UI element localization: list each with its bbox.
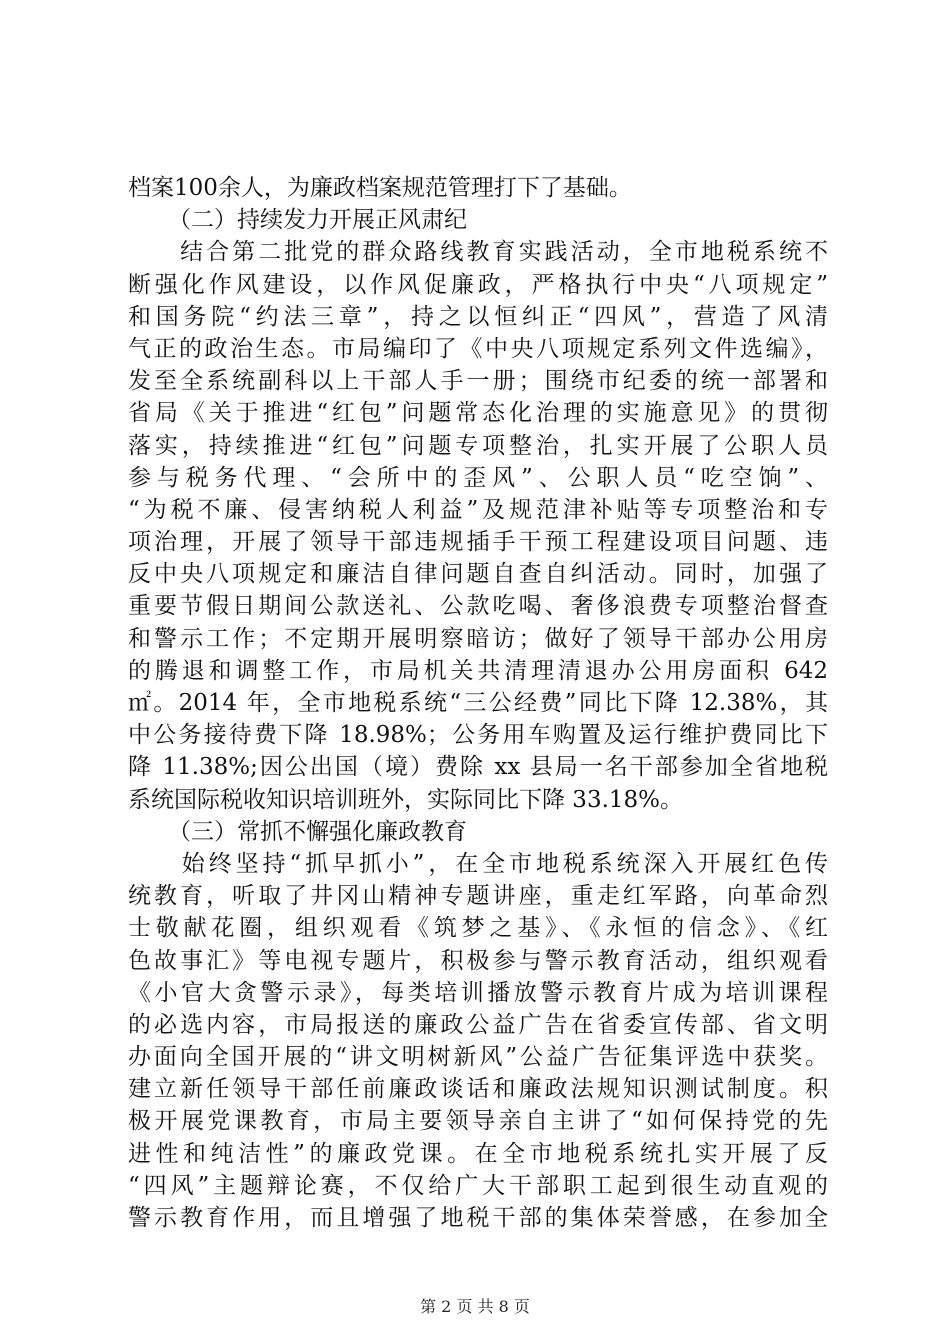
text-line: 建立新任领导干部任前廉政谈话和廉政法规知识测试制度。积 [128, 1076, 828, 1103]
text-line: 发至全系统副科以上干部人手一册；围绕市纪委的统一部署和 [128, 368, 828, 395]
text-line: 和国务院“约法三章”，持之以恒纠正“四风”，营造了风清 [128, 303, 828, 330]
text-line: 气正的政治生态。市局编印了《中央八项规定系列文件选编》， [128, 335, 828, 362]
text-line: 办面向全国开展的“讲文明树新风”公益广告征集评选中获奖。 [128, 1044, 828, 1071]
text-line: “四风”主题辩论赛，不仅给广大干部职工起到很生动直观的 [128, 1172, 828, 1199]
section-heading: （三）常抓不懈强化廉政教育 [168, 818, 467, 845]
text-line: 的必选内容，市局报送的廉政公益广告在省委宣传部、省文明 [128, 1011, 828, 1038]
text-line: 统教育，听取了井冈山精神专题讲座，重走红军路，向革命烈 [128, 883, 828, 910]
text-line: 士敬献花圈，组织观看《筑梦之基》、《永恒的信念》、《红 [128, 915, 828, 942]
text-line: 反中央八项规定和廉洁自律问题自查自纠活动。同时，加强了 [128, 561, 828, 588]
text-line: 参与税务代理、“会所中的歪风”、公职人员“吃空饷”、 [128, 464, 828, 491]
text-line: 始终坚持“抓早抓小”，在全市地税系统深入开展红色传 [128, 850, 828, 877]
text-line: 省局《关于推进“红包”问题常态化治理的实施意见》的贯彻 [128, 400, 828, 427]
text-line: 档案100余人，为廉政档案规范管理打下了基础。 [128, 175, 632, 201]
section-heading: （二）持续发力开展正风肃纪 [168, 207, 467, 234]
text-line: 极开展党课教育，市局主要领导亲自主讲了“如何保持党的先 [128, 1108, 828, 1135]
text-line: 降 11.38%;因公出国（境）费除 xx 县局一名干部参加全省地税 [128, 754, 828, 781]
text-line: 中公务接待费下降 18.98%；公务用车购置及运行维护费同比下 [128, 722, 828, 749]
text-line: 色故事汇》等电视专题片，积极参与警示教育活动，组织观看 [128, 947, 828, 974]
text-line: 《小官大贪警示录》，每类培训播放警示教育片成为培训课程 [128, 979, 828, 1006]
text-line: 的腾退和调整工作，市局机关共清理清退办公用房面积 642 [128, 657, 828, 684]
text-line: 和警示工作；不定期开展明察暗访；做好了领导干部办公用房 [128, 625, 828, 652]
text-line: 结合第二批党的群众路线教育实践活动，全市地税系统不 [128, 239, 828, 266]
page-footer: 第 2 页 共 8 页 [420, 1297, 530, 1316]
text-line: 警示教育作用，而且增强了地税干部的集体荣誉感，在参加全 [128, 1205, 828, 1231]
text-line: 项治理，开展了领导干部违规插手干预工程建设项目问题、违 [128, 529, 828, 556]
document-body [128, 172, 828, 1234]
text-line: 落实，持续推进“红包”问题专项整治，扎实开展了公职人员 [128, 432, 828, 459]
text-line: 重要节假日期间公款送礼、公款吃喝、奢侈浪费专项整治督查 [128, 593, 828, 620]
text-line: “为税不廉、侵害纳税人利益”及规范津补贴等专项整治和专 [128, 496, 828, 523]
text-line: 进性和纯洁性”的廉政党课。在全市地税系统扎实开展了反 [128, 1140, 828, 1167]
text-line: 断强化作风建设，以作风促廉政，严格执行中央“八项规定” [128, 271, 828, 298]
text-line: 系统国际税收知识培训班外，实际同比下降 33.18%。 [128, 786, 684, 813]
text-line: ㎡。2014 年，全市地税系统“三公经费”同比下降 12.38%，其 [128, 690, 828, 716]
